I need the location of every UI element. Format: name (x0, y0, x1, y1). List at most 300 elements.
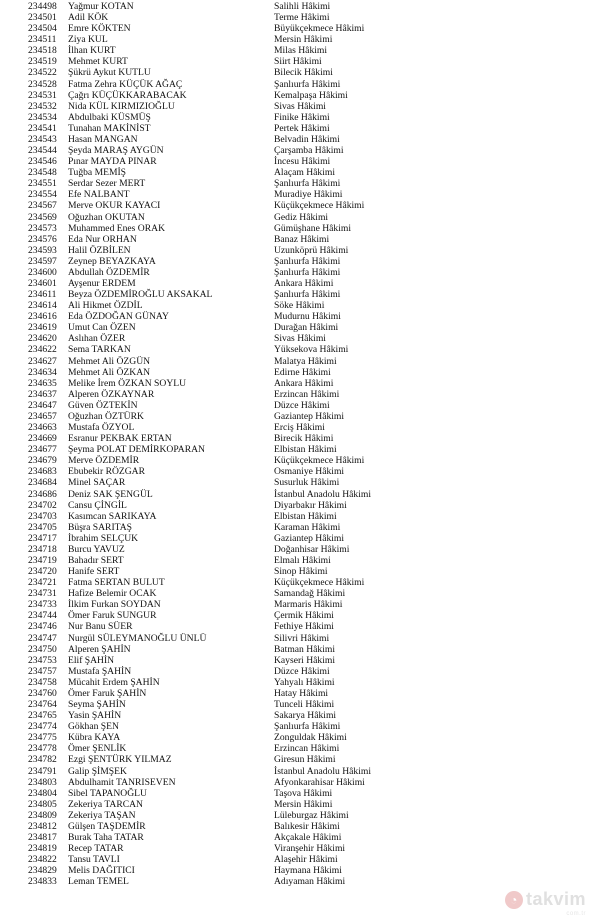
registry-number: 234803 (28, 776, 57, 788)
list-row (0, 311, 600, 322)
candidate-name: Nida KÜL KIRMIZIOĞLU (68, 100, 175, 112)
assigned-post: Haymana Hâkimi (274, 865, 342, 877)
list-row (0, 832, 600, 843)
registry-number: 234534 (28, 111, 57, 123)
candidate-name: Kasımcan SARIKAYA (68, 510, 157, 522)
registry-number: 234551 (28, 178, 57, 190)
list-row (0, 356, 600, 367)
registry-number: 234611 (28, 289, 57, 301)
registry-number: 234757 (28, 665, 57, 677)
assigned-post: Viranşehir Hâkimi (274, 843, 346, 855)
registry-number: 234804 (28, 787, 57, 799)
list-row (0, 843, 600, 854)
list-row (0, 444, 600, 455)
candidate-name: Adil KÖK (68, 12, 109, 24)
assigned-post: Giresun Hâkimi (274, 754, 336, 766)
assigned-post: Şanlıurfa Hâkimi (274, 178, 341, 190)
assigned-post: Yüksekova Hâkimi (274, 344, 349, 356)
registry-number: 234805 (28, 798, 57, 810)
list-row (0, 754, 600, 765)
list-row (0, 79, 600, 90)
list-row (0, 522, 600, 533)
registry-number: 234829 (28, 865, 57, 877)
list-row (0, 699, 600, 710)
candidate-name: Mücahit Erdem ŞAHİN (68, 676, 160, 688)
registry-number: 234719 (28, 555, 57, 566)
candidate-name: Beyza ÖZDEMİROĞLU AKSAKAL (68, 289, 213, 301)
assigned-post: Osmaniye Hâkimi (274, 466, 345, 478)
list-row (0, 322, 600, 333)
candidate-name: Deniz SAK ŞENGÜL (68, 488, 153, 500)
assigned-post: Balıkesir Hâkimi (274, 820, 340, 832)
watermark-text: takvim (525, 889, 586, 909)
list-row (0, 788, 600, 799)
candidate-name: Eda ÖZDOĞAN GÜNAY (68, 311, 169, 323)
list-row (0, 688, 600, 699)
list-row (0, 777, 600, 788)
registry-number: 234782 (28, 754, 57, 766)
list-row (0, 566, 600, 577)
assigned-post: Ankara Hâkimi (274, 278, 334, 289)
assigned-post: Taşova Hâkimi (274, 787, 333, 799)
registry-number: 234601 (28, 278, 57, 289)
assigned-post: Bilecik Hâkimi (274, 67, 333, 79)
assigned-post: İstanbul Anadolu Hâkimi (274, 765, 371, 777)
registry-number: 234774 (28, 721, 57, 733)
registry-number: 234686 (28, 488, 57, 500)
list-row (0, 112, 600, 123)
candidate-name: Sibel TAPANOĞLU (68, 787, 147, 799)
assigned-post: Uzunköprü Hâkimi (274, 244, 349, 256)
list-row (0, 389, 600, 400)
candidate-name: Zeynep BEYAZKAYA (68, 255, 156, 267)
assigned-post: Pertek Hâkimi (274, 122, 330, 134)
candidate-name: Ali Hikmet ÖZDİL (68, 300, 143, 312)
assigned-post: Mersin Hâkimi (274, 34, 333, 46)
assigned-post: Gaziantep Hâkimi (274, 532, 345, 544)
registry-number: 234504 (28, 23, 57, 35)
list-row (0, 101, 600, 112)
registry-number: 234622 (28, 344, 57, 356)
registry-number: 234746 (28, 621, 57, 633)
candidate-name: Güven ÖZTEKİN (68, 399, 138, 411)
list-row (0, 633, 600, 644)
watermark-domain: com.tr (566, 911, 586, 917)
candidate-name: Fatma Zehra KÜÇÜK AĞAÇ (68, 78, 183, 90)
assigned-post: Hatay Hâkimi (274, 687, 329, 699)
candidate-name: Mehmet Ali ÖZKAN (68, 366, 151, 378)
registry-number: 234498 (28, 1, 57, 12)
candidate-name: Abdullah ÖZDEMİR (68, 266, 150, 278)
candidate-name: Burcu YAVUZ (68, 543, 125, 555)
candidate-name: Zekeriya TAŞAN (68, 809, 136, 821)
registry-number: 234620 (28, 333, 57, 345)
registry-number: 234747 (28, 632, 57, 644)
list-row (0, 245, 600, 256)
list-row (0, 477, 600, 488)
list-row (0, 455, 600, 466)
assigned-post: Şanlıurfa Hâkimi (274, 78, 341, 90)
assigned-post: Finike Hâkimi (274, 111, 330, 123)
candidate-name: Gülşen TAŞDEMİR (68, 820, 146, 832)
list-row (0, 610, 600, 621)
assigned-post: Salihli Hâkimi (274, 1, 331, 12)
candidate-name: Eda Nur ORHAN (68, 233, 137, 245)
registry-number: 234554 (28, 189, 57, 201)
list-row (0, 12, 600, 23)
list-row (0, 766, 600, 777)
registry-number: 234597 (28, 255, 57, 267)
list-row (0, 278, 600, 289)
registry-number: 234669 (28, 433, 57, 445)
assigned-post: Alaçam Hâkimi (274, 167, 336, 179)
candidate-name: Pınar MAYDA PINAR (68, 156, 157, 168)
assigned-post: Küçükçekmece Hâkimi (274, 455, 365, 467)
candidate-name: Ömer Faruk ŞAHİN (68, 687, 147, 699)
list-row (0, 544, 600, 555)
registry-number: 234833 (28, 876, 57, 888)
assigned-post: Banaz Hâkimi (274, 233, 330, 245)
list-row (0, 555, 600, 566)
candidate-name: Serdar Sezer MERT (68, 178, 146, 190)
registry-number: 234528 (28, 78, 57, 90)
candidate-name: Fatma SERTAN BULUT (68, 577, 165, 589)
candidate-name: Mustafa ÖZYOL (68, 422, 135, 434)
candidate-name: İbrahim SELÇUK (68, 532, 139, 544)
registry-number: 234822 (28, 854, 57, 866)
list-row (0, 466, 600, 477)
list-row (0, 167, 600, 178)
candidate-name: Yağmur KOTAN (68, 1, 134, 12)
registry-number: 234703 (28, 510, 57, 522)
registry-number: 234619 (28, 322, 57, 334)
list-row (0, 599, 600, 610)
list-row (0, 200, 600, 211)
list-row (0, 300, 600, 311)
list-row (0, 34, 600, 45)
registry-number: 234647 (28, 399, 57, 411)
candidate-name: Çağrı KÜÇÜKKARABACAK (68, 89, 187, 101)
candidate-name: Esranur PEKBAK ERTAN (68, 433, 172, 445)
candidate-name: Burak Taha TATAR (68, 832, 144, 843)
list-row (0, 500, 600, 511)
assigned-post: Diyarbakır Hâkimi (274, 499, 347, 511)
registry-number: 234627 (28, 355, 57, 367)
assigned-post: Adıyaman Hâkimi (274, 876, 346, 888)
list-row (0, 67, 600, 78)
assigned-post: Sakarya Hâkimi (274, 710, 337, 722)
candidate-name: Cansu ÇİNGİL (68, 499, 127, 511)
list-row (0, 234, 600, 245)
registry-number: 234541 (28, 122, 57, 134)
list-row (0, 1, 600, 12)
candidate-name: Galip ŞİMŞEK (68, 765, 127, 777)
candidate-name: Şükrü Aykut KUTLU (68, 67, 151, 79)
assigned-post: Mersin Hâkimi (274, 798, 333, 810)
registry-number: 234764 (28, 699, 57, 711)
assigned-post: Terme Hâkimi (274, 12, 330, 24)
assigned-post: Elbistan Hâkimi (274, 444, 337, 456)
candidate-name: Tuğba MEMİŞ (68, 167, 127, 179)
assigned-post: Milas Hâkimi (274, 45, 328, 57)
candidate-name: Ebubekir RÖZGAR (68, 466, 146, 478)
registry-number: 234809 (28, 809, 57, 821)
assigned-post: Belvadin Hâkimi (274, 133, 340, 145)
candidate-name: Oğuzhan OKUTAN (68, 211, 145, 223)
assigned-post: Gümüşhane Hâkimi (274, 222, 352, 234)
list-row (0, 621, 600, 632)
assigned-post: Sinop Hâkimi (274, 566, 328, 578)
list-row (0, 422, 600, 433)
list-row (0, 45, 600, 56)
candidate-name: Efe NALBANT (68, 189, 130, 201)
list-row (0, 677, 600, 688)
list-row (0, 732, 600, 743)
registry-number: 234717 (28, 532, 57, 544)
registry-number: 234775 (28, 732, 57, 744)
candidate-name: Şeyda MARAŞ AYGÜN (68, 145, 164, 157)
candidate-name: Alperen ÖZKAYNAR (68, 388, 155, 400)
list-row (0, 644, 600, 655)
registry-number: 234573 (28, 222, 57, 234)
list-row (0, 189, 600, 200)
assigned-post: İstanbul Anadolu Hâkimi (274, 488, 371, 500)
registry-number: 234677 (28, 444, 57, 456)
candidate-name: Mehmet KURT (68, 56, 128, 68)
registry-number: 234567 (28, 200, 57, 212)
registry-number: 234600 (28, 266, 57, 278)
registry-number: 234548 (28, 167, 57, 179)
assigned-post: Susurluk Hâkimi (274, 477, 340, 489)
registry-number: 234679 (28, 455, 57, 467)
registry-number: 234753 (28, 654, 57, 666)
list-row (0, 178, 600, 189)
assigned-post: Büyükçekmece Hâkimi (274, 23, 365, 35)
assigned-post: Ankara Hâkimi (274, 377, 334, 389)
registry-number: 234750 (28, 643, 57, 655)
assigned-post: Sivas Hâkimi (274, 333, 326, 345)
list-row (0, 821, 600, 832)
assigned-post: Fethiye Hâkimi (274, 621, 334, 633)
assigned-post: Zonguldak Hâkimi (274, 732, 347, 744)
candidate-name: Seyma ŞAHİN (68, 699, 126, 711)
assigned-post: Yahyalı Hâkimi (274, 676, 335, 688)
assigned-post: Edirne Hâkimi (274, 366, 331, 378)
list-row (0, 123, 600, 134)
candidate-name: Melike İrem ÖZKAN SOYLU (68, 377, 187, 389)
assigned-post: Şanlıurfa Hâkimi (274, 266, 341, 278)
list-row (0, 721, 600, 732)
candidate-name: Yasin ŞAHİN (68, 710, 122, 722)
list-row (0, 854, 600, 865)
assigned-post: Kayseri Hâkimi (274, 654, 336, 666)
candidate-name: Tunahan MAKİNİST (68, 122, 151, 134)
candidate-name: Alperen ŞAHİN (68, 643, 131, 655)
list-row (0, 23, 600, 34)
assigned-post: Afyonkarahisar Hâkimi (274, 776, 365, 788)
list-row (0, 876, 600, 887)
list-row (0, 810, 600, 821)
registry-number: 234702 (28, 499, 57, 511)
candidate-name: Gökhan ŞEN (68, 721, 119, 733)
candidate-name: Abdulhamit TANRISEVEN (68, 776, 176, 788)
list-row (0, 90, 600, 101)
assigned-post: Gaziantep Hâkimi (274, 410, 345, 422)
registry-number: 234778 (28, 743, 57, 755)
list-row (0, 344, 600, 355)
registry-number: 234511 (28, 34, 57, 46)
candidate-name: Muhammed Enes ORAK (68, 222, 165, 234)
registry-number: 234744 (28, 610, 57, 622)
list-row (0, 799, 600, 810)
assigned-post: Şanlıurfa Hâkimi (274, 289, 341, 301)
list-row (0, 666, 600, 677)
list-row (0, 212, 600, 223)
list-row (0, 400, 600, 411)
list-row (0, 710, 600, 721)
list-row (0, 333, 600, 344)
assigned-post: Akçakale Hâkimi (274, 832, 342, 843)
registry-number: 234758 (28, 676, 57, 688)
candidate-name: Merve ÖZDEMİR (68, 455, 140, 467)
takvim-logo-icon: ◔ (505, 891, 523, 909)
registry-number: 234760 (28, 687, 57, 699)
registry-number: 234635 (28, 377, 57, 389)
assigned-post: Mudurnu Hâkimi (274, 311, 341, 323)
candidate-name: Ömer ŞENLİK (68, 743, 127, 755)
registry-number: 234501 (28, 12, 57, 24)
list-row (0, 267, 600, 278)
registry-number: 234721 (28, 577, 57, 589)
assigned-post: Elmalı Hâkimi (274, 555, 331, 566)
assigned-post: Erzincan Hâkimi (274, 743, 340, 755)
candidate-name: Melis DAĞITICI (68, 865, 135, 877)
registry-number: 234614 (28, 300, 57, 312)
assigned-post: Söke Hâkimi (274, 300, 325, 312)
list-row (0, 511, 600, 522)
registry-number: 234812 (28, 820, 57, 832)
registry-number: 234817 (28, 832, 57, 843)
assigned-post: Batman Hâkimi (274, 643, 336, 655)
candidate-name: Merve OKUR KAYACI (68, 200, 161, 212)
assigned-post: Çarşamba Hâkimi (274, 145, 344, 157)
assigned-post: Birecik Hâkimi (274, 433, 334, 445)
candidate-name: Minel SAÇAR (68, 477, 126, 489)
list-row (0, 378, 600, 389)
list-row (0, 588, 600, 599)
assigned-post: Erciş Hâkimi (274, 422, 325, 434)
registry-number: 234637 (28, 388, 57, 400)
list-row (0, 289, 600, 300)
candidate-name: İlhan KURT (68, 45, 116, 57)
list-row (0, 865, 600, 876)
registry-number: 234705 (28, 521, 57, 533)
list-row (0, 743, 600, 754)
assigned-post: Tunceli Hâkimi (274, 699, 335, 711)
list-row (0, 367, 600, 378)
list-row (0, 577, 600, 588)
candidate-name: Tansu TAVLI (68, 854, 120, 866)
registry-number: 234518 (28, 45, 57, 57)
assigned-post: Düzce Hâkimi (274, 665, 330, 677)
registry-number: 234684 (28, 477, 57, 489)
registry-number: 234522 (28, 67, 57, 79)
assigned-post: Durağan Hâkimi (274, 322, 339, 334)
candidate-name: Zekeriya TARCAN (68, 798, 143, 810)
takvim-watermark-logo (505, 889, 586, 917)
assigned-post: Düzce Hâkimi (274, 399, 330, 411)
assigned-post: Gediz Hâkimi (274, 211, 329, 223)
assigned-post: Şanlıurfa Hâkimi (274, 721, 341, 733)
registry-number: 234532 (28, 100, 57, 112)
candidate-name: Elif ŞAHİN (68, 654, 115, 666)
candidate-name: Halil ÖZBİLEN (68, 244, 131, 256)
registry-number: 234634 (28, 366, 57, 378)
assigned-post: Sivas Hâkimi (274, 100, 326, 112)
registry-number: 234576 (28, 233, 57, 245)
candidate-name: Leman TEMEL (68, 876, 129, 888)
registry-number: 234720 (28, 566, 57, 578)
list-row (0, 56, 600, 67)
registry-number: 234683 (28, 466, 57, 478)
assigned-post: Şanlıurfa Hâkimi (274, 255, 341, 267)
assigned-post: Küçükçekmece Hâkimi (274, 200, 365, 212)
candidate-name: Mustafa ŞAHİN (68, 665, 132, 677)
assigned-post: Kemalpaşa Hâkimi (274, 89, 348, 101)
candidate-name: Ömer Faruk SUNGUR (68, 610, 157, 622)
candidate-name: İlkim Furkan SOYDAN (68, 599, 161, 611)
candidate-name: Kübra KAYA (68, 732, 121, 744)
candidate-name: Hanife SERT (68, 566, 120, 578)
assigned-post: Lüleburgaz Hâkimi (274, 809, 349, 821)
candidate-name: Hafize Belemir OCAK (68, 588, 157, 600)
list-row (0, 533, 600, 544)
candidate-name: Ayşenur ERDEM (68, 278, 136, 289)
registry-number: 234546 (28, 156, 57, 168)
list-row (0, 134, 600, 145)
assigned-post: Karaman Hâkimi (274, 521, 341, 533)
list-row (0, 489, 600, 500)
candidate-name: Büşra SARITAŞ (68, 521, 132, 533)
assigned-post: Erzincan Hâkimi (274, 388, 340, 400)
list-row (0, 655, 600, 666)
candidate-name: Emre KÖKTEN (68, 23, 131, 35)
assigned-post: Marmaris Hâkimi (274, 599, 343, 611)
registry-number: 234791 (28, 765, 57, 777)
candidate-name: Mehmet Ali ÖZGÜN (68, 355, 151, 367)
registry-number: 234593 (28, 244, 57, 256)
candidate-name: Abdulbaki KÜSMÜŞ (68, 111, 151, 123)
candidate-name: Nur Banu SÜER (68, 621, 133, 633)
assigned-post: Elbistan Hâkimi (274, 510, 337, 522)
registry-number: 234544 (28, 145, 57, 157)
registry-number: 234569 (28, 211, 57, 223)
candidate-name: Ezgi ŞENTÜRK YILMAZ (68, 754, 172, 766)
list-row (0, 145, 600, 156)
candidate-name: Şeyma POLAT DEMİRKOPARAN (68, 444, 205, 456)
list-row (0, 156, 600, 167)
candidate-name: Hasan MANGAN (68, 133, 138, 145)
registry-number: 234731 (28, 588, 57, 600)
candidate-name: Oğuzhan ÖZTÜRK (68, 410, 144, 422)
assigned-post: Doğanhisar Hâkimi (274, 543, 350, 555)
assigned-post: Samandağ Hâkimi (274, 588, 346, 600)
assigned-post: Silivri Hâkimi (274, 632, 330, 644)
candidate-name: Nurgül SÜLEYMANOĞLU ÜNLÜ (68, 632, 207, 644)
registry-number: 234718 (28, 543, 57, 555)
candidate-name: Ziya KUL (68, 34, 108, 46)
candidate-name: Umut Can ÖZEN (68, 322, 136, 334)
